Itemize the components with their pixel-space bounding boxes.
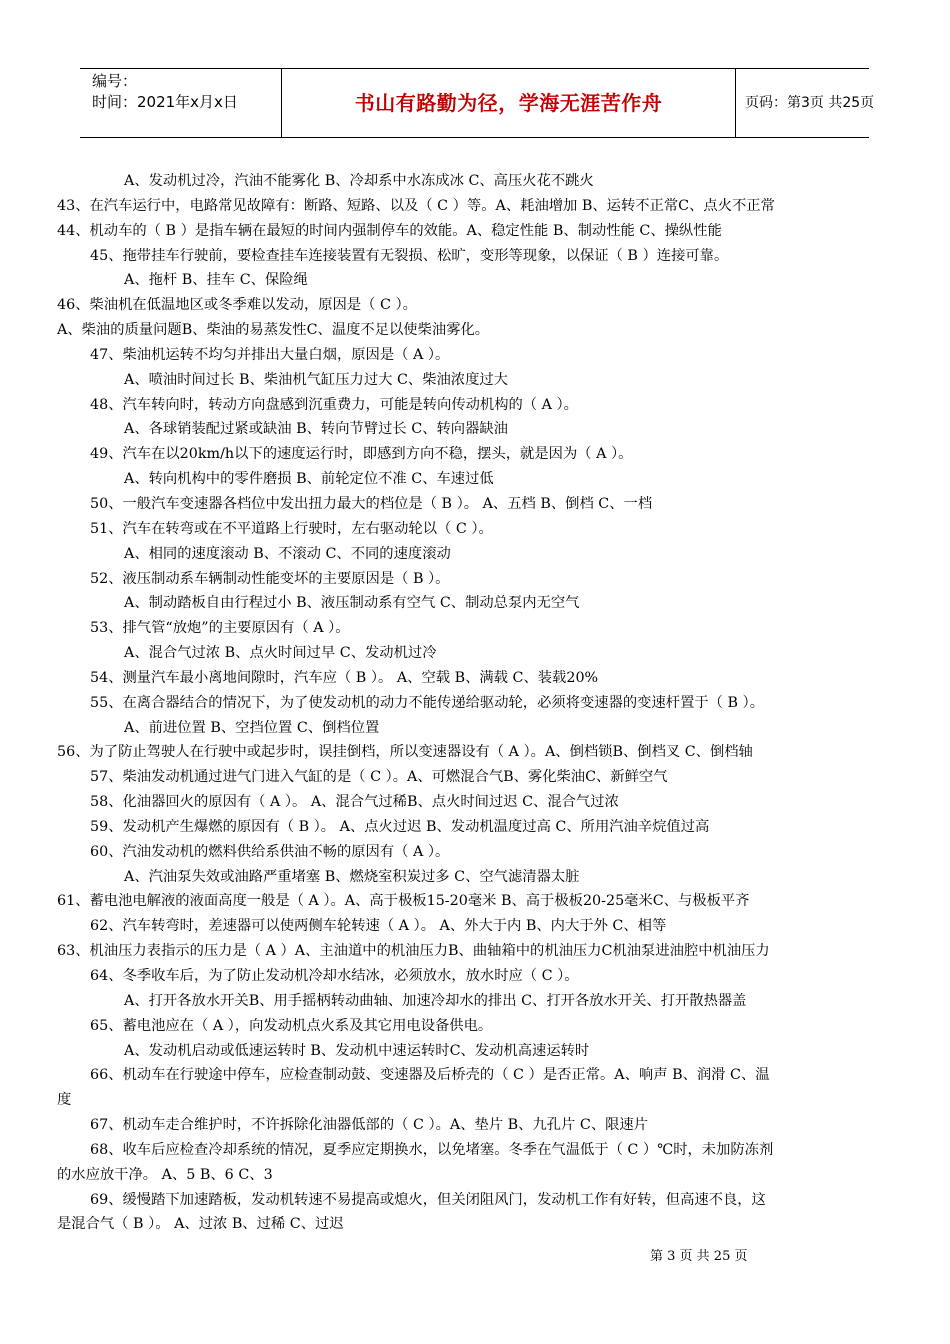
text-line: 64、冬季收车后，为了防止发动机冷却水结冰，必须放水，放水时应（ C ）。 — [90, 968, 579, 984]
text-line: A、各球销装配过紧或缺油 B、转向节臂过长 C、转向器缺油 — [124, 421, 508, 438]
text-line: A、制动踏板自由行程过小 B、液压制动系有空气 C、制动总泵内无空气 — [124, 595, 580, 612]
text-line: A、打开各放水开关B、用手摇柄转动曲轴、加速冷却水的排出 C、打开各放水开关、打开散热器盖 — [124, 992, 747, 1009]
text-line: A、转向机构中的零件磨损 B、前轮定位不准 C、车速过低 — [124, 471, 494, 488]
text-line: 50、一般汽车变速器各档位中发出扭力最大的档位是（ B ）。 A、五档 B、倒档 C、一档 — [90, 495, 653, 512]
text-line: 65、蓄电池应在（ A ），向发动机点火系及其它用电设备供电。 — [90, 1017, 493, 1034]
text-line: 43、在汽车运行中，电路常见故障有：断路、短路、以及（ C ）等。A、耗油增加 B、运转不正常C、点火不正常 — [57, 197, 775, 214]
text-line: 67、机动车走合维护时，不许拆除化油器低部的（ C ）。A、垫片 B、九孔片 C、限速片 — [90, 1117, 649, 1134]
text-line: 51、汽车在转弯或在不平道路上行驶时，左右驱动轮以（ C ）。 — [90, 520, 493, 537]
date-label: 时间：2021年x月x日 — [92, 93, 238, 111]
text-line: A、拖杆 B、挂车 C、保险绳 — [124, 272, 308, 289]
text-line: 49、汽车在以20km/h以下的速度运行时，即感到方向不稳，摆头，就是因为（ A ）。 — [90, 446, 633, 463]
text-line: 53、排气管“放炮”的主要原因有（ A ）。 — [90, 620, 350, 637]
text-line: 是混合气（ B ）。 A、过浓 B、过稀 C、过迟 — [57, 1216, 344, 1233]
text-line: 度 — [57, 1092, 72, 1109]
text-line: 46、柴油机在低温地区或冬季难以发动，原因是（ C ）。 — [57, 297, 417, 314]
page-footer: 第 3 页 共 25 页 — [650, 1249, 748, 1264]
text-line: A、喷油时间过长 B、柴油机气缸压力过大 C、柴油浓度过大 — [124, 371, 508, 388]
text-line: 61、蓄电池电解液的液面高度一般是（ A ）。A、高于极板15-20毫米 B、高于极板20-25毫米C、与极板平齐 — [57, 893, 750, 910]
text-line: A、相同的速度滚动 B、不滚动 C、不同的速度滚动 — [124, 545, 451, 562]
text-line: 56、为了防止驾驶人在行驶中或起步时，误挂倒档，所以变速器设有（ A ）。A、倒档锁B、倒档叉 C、倒档轴 — [57, 744, 753, 761]
text-line: 44、机动车的（ B ）是指车辆在最短的时间内强制停车的效能。A、稳定性能 B、制动性能 C、操纵性能 — [57, 222, 722, 239]
text-line: 54、测量汽车最小离地间隙时，汽车应（ B ）。 A、空载 B、满载 C、装载20% — [90, 669, 599, 686]
text-line: 66、机动车在行驶途中停车，应检查制动鼓、变速器及后桥壳的（ C ）是否正常。A、响声 B、润滑 C、温 — [90, 1067, 770, 1084]
text-line: A、前进位置 B、空挡位置 C、倒档位置 — [124, 719, 380, 736]
text-line: 59、发动机产生爆燃的原因有（ B ）。 A、点火过迟 B、发动机温度过高 C、所用汽油辛烷值过高 — [90, 818, 710, 835]
text-line: 48、汽车转向时，转动方向盘感到沉重费力，可能是转向传动机构的（ A ）。 — [90, 396, 578, 413]
page-header — [80, 68, 875, 138]
header-meta — [80, 69, 281, 137]
text-line: 69、缓慢踏下加速踏板，发动机转速不易提高或熄火，但关闭阻风门，发动机工作有好转，但高速不良，这 — [90, 1191, 766, 1208]
text-line: A、发动机过冷，汽油不能雾化 B、冷却系中水冻成冰 C、高压火花不跳火 — [124, 173, 594, 189]
text-line: 62、汽车转弯时，差速器可以使两侧车轮转速（ A ）。 A、外大于内 B、内大于外 C、相等 — [90, 918, 667, 935]
text-line: 的水应放干净。 A、5 B、6 C、3 — [57, 1166, 273, 1183]
number-label: 编号： — [92, 72, 138, 90]
text-line: 68、收车后应检查冷却系统的情况，夏季应定期换水，以免堵塞。冬季在气温低于（ C ）℃时，未加防冻剂 — [90, 1141, 774, 1158]
text-line: 63、机油压力表指示的压力是（ A ）A、主油道中的机油压力B、曲轴箱中的机油压力C机油泵进油腔中机油压力 — [57, 943, 770, 960]
text-line: 58、化油器回火的原因有（ A ）。 A、混合气过稀B、点火时间过迟 C、混合气过浓 — [90, 794, 619, 811]
text-line: 60、汽油发动机的燃料供给系供油不畅的原因有（ A ）。 — [90, 843, 450, 860]
text-line: 52、液压制动系车辆制动性能变坏的主要原因是（ B ）。 — [90, 570, 450, 587]
question-body — [57, 169, 893, 1237]
text-line: 47、柴油机运转不均匀并排出大量白烟，原因是（ A ）。 — [90, 346, 450, 363]
text-line: 55、在离合器结合的情况下，为了使发动机的动力不能传递给驱动轮，必须将变速器的变速杆置于（ B ）。 — [90, 694, 764, 711]
text-line: A、汽油泵失效或油路严重堵塞 B、燃烧室积炭过多 C、空气滤清器太脏 — [124, 868, 580, 885]
text-line: A、柴油的质量问题B、柴油的易蒸发性C、温度不足以使柴油雾化。 — [57, 322, 490, 339]
text-line: 45、拖带挂车行驶前，要检查挂车连接装置有无裂损、松旷，变形等现象，以保证（ B ）连接可靠。 — [90, 247, 729, 264]
text-line: 57、柴油发动机通过进气门进入气缸的是（ C ）。A、可燃混合气B、雾化柴油C、新鲜空气 — [90, 769, 668, 786]
text-line: A、发动机启动或低速运转时 B、发动机中速运转时C、发动机高速运转时 — [124, 1042, 590, 1059]
header-motto: 书山有路勤为径，学海无涯苦作舟 — [281, 69, 736, 137]
text-line: A、混合气过浓 B、点火时间过早 C、发动机过冷 — [124, 645, 437, 662]
header-page-label: 页码：第3页 共25页 — [745, 95, 875, 111]
